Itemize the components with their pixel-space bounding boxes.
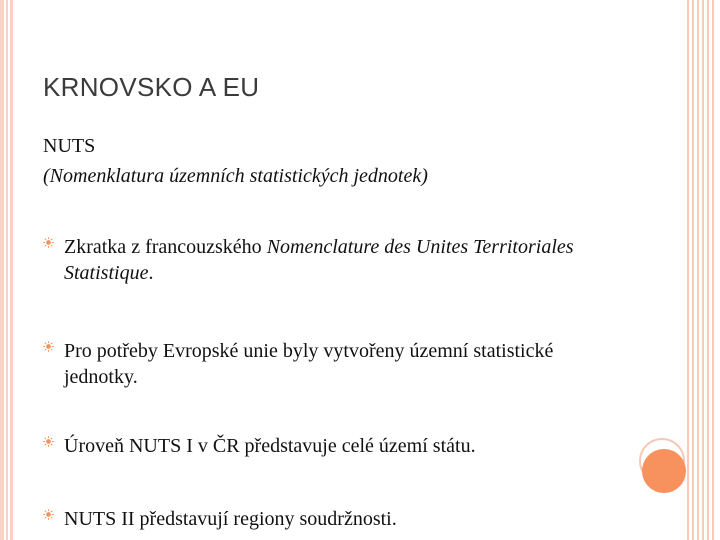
left-border-decoration	[0, 0, 14, 540]
decorative-circle-filled	[642, 449, 686, 493]
sun-icon	[43, 341, 54, 352]
bullet-text: NUTS II představují regiony soudržnosti.	[64, 508, 397, 530]
bullet-text: Zkratka z francouzského Nomenclature des Unites Territoriales Statistique.	[64, 236, 574, 284]
bullet-text: Pro potřeby Evropské unie byly vytvořeny územní statistické jednotky.	[64, 340, 554, 388]
bullet-text: Úroveň NUTS I v ČR představuje celé území státu.	[64, 435, 476, 457]
slide-title: KRNOVSKO A EU	[43, 72, 260, 102]
sun-icon	[43, 237, 54, 248]
subtitle-line-1: NUTS	[43, 135, 96, 157]
sun-icon	[43, 436, 54, 447]
slide-subtitle	[43, 131, 428, 191]
subtitle-line-2: (Nomenklatura územních statistických jednotek)	[43, 165, 428, 187]
sun-icon	[43, 509, 54, 520]
right-border-decoration	[683, 0, 720, 540]
